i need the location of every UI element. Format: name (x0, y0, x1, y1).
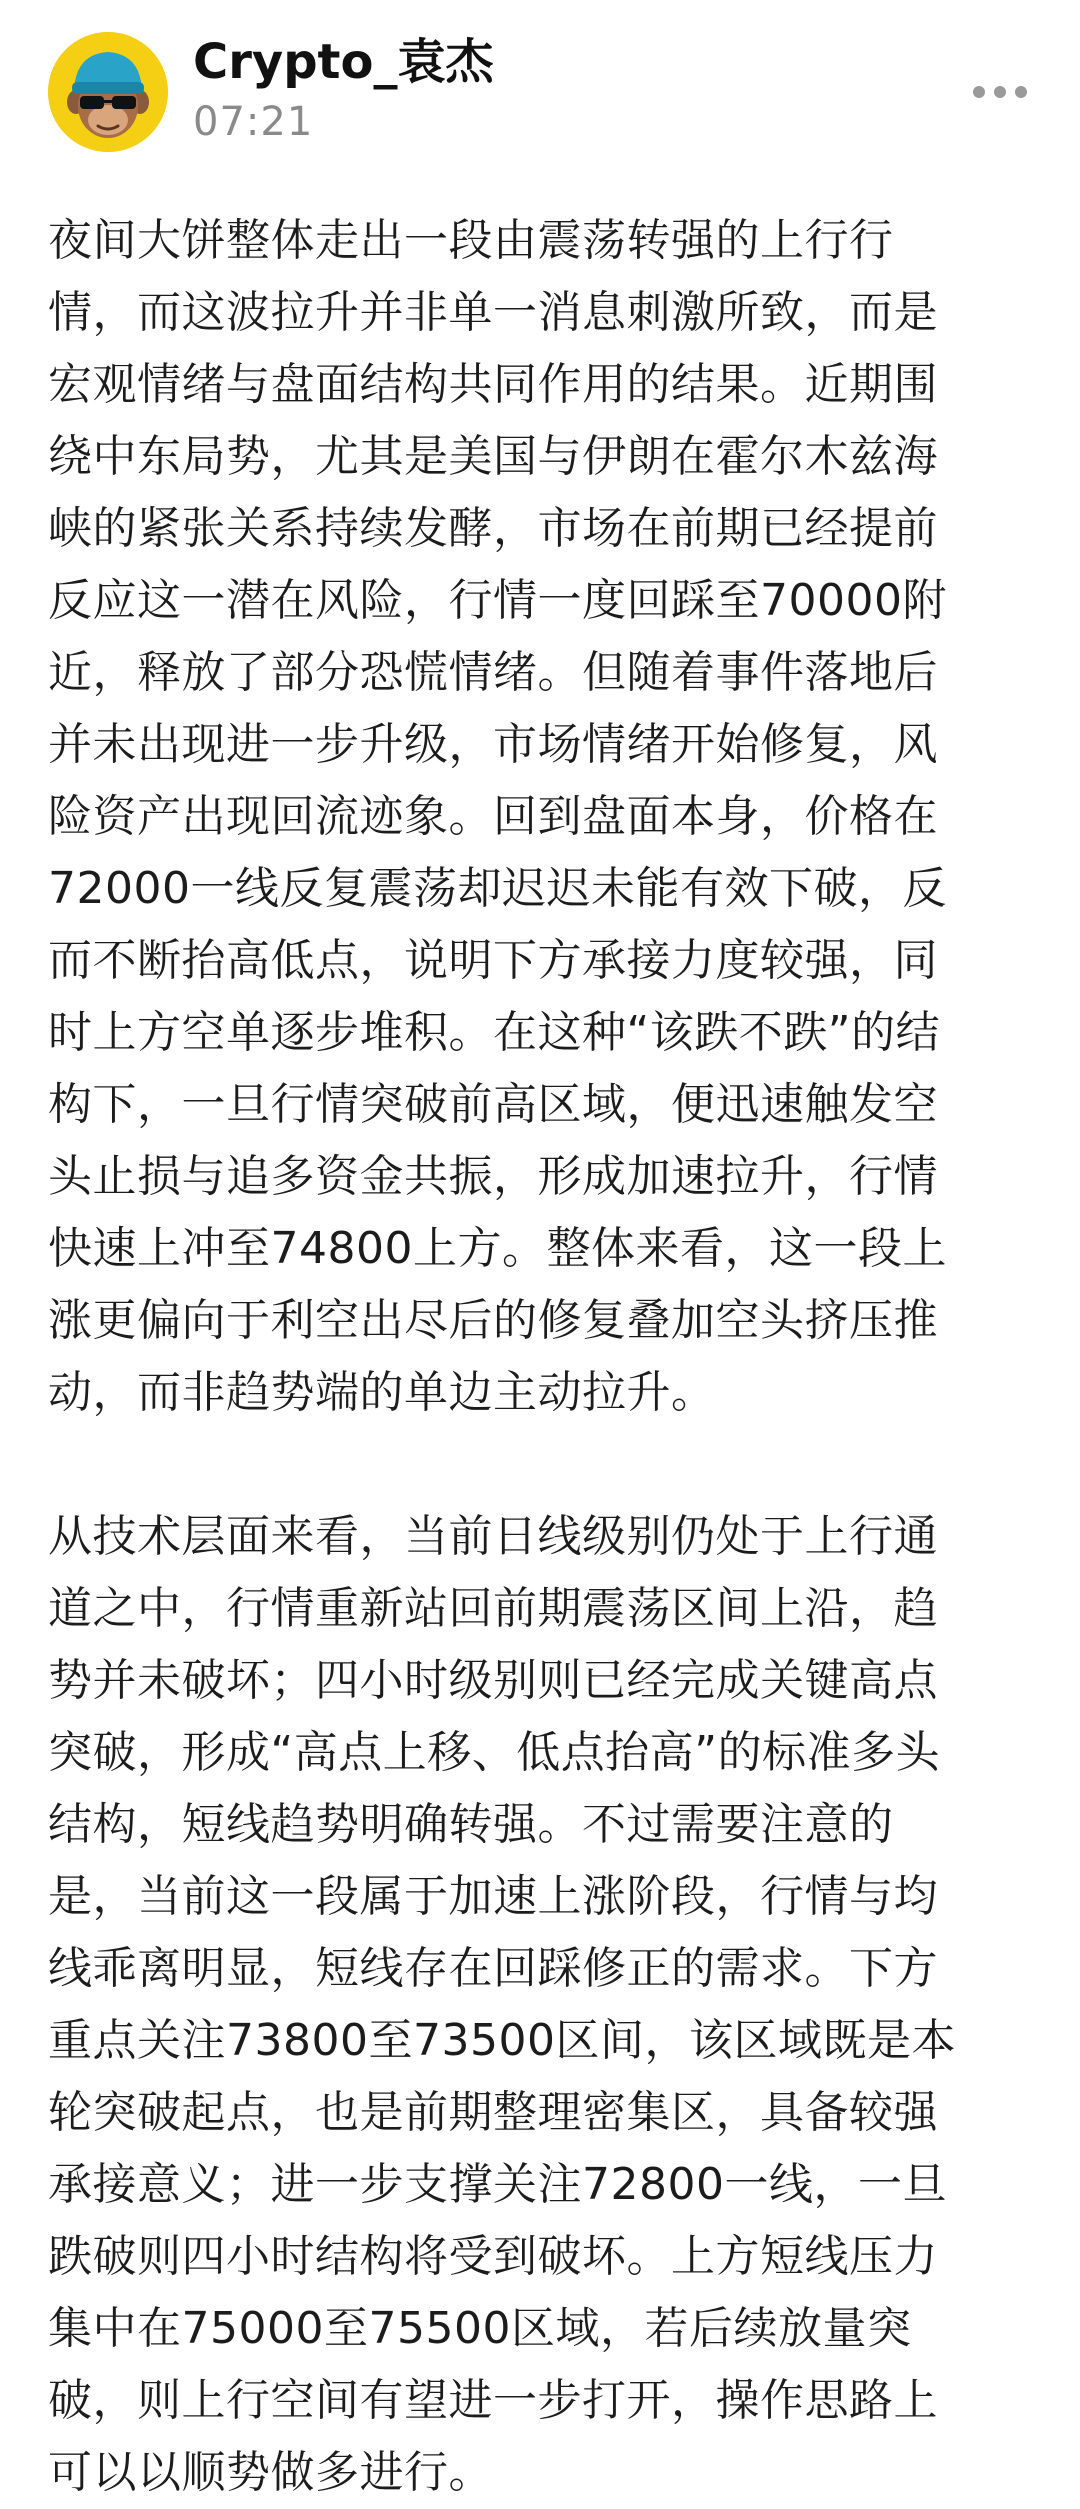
paragraph-2 (48, 1501, 1008, 2509)
dot (1015, 86, 1027, 98)
text-line: 线乖离明显，短线存在回踩修正的需求。下方 (48, 1943, 938, 1994)
text-line: 突破，形成“高点上移、低点抬高”的标准多头 (48, 1727, 941, 1778)
text-line: 近，释放了部分恐慌情绪。但随着事件落地后 (48, 647, 938, 698)
text-line: 重点关注73800至73500区间，该区域既是本 (48, 2015, 956, 2066)
dot (994, 86, 1006, 98)
text-line: 轮突破起点，也是前期整理密集区，具备较强 (48, 2087, 938, 2138)
text-line: 承接意义；进一步支撑关注72800一线，一旦 (48, 2159, 947, 2210)
text-line: 时上方空单逐步堆积。在这种“该跌不跌”的结 (48, 1007, 941, 1058)
cartoon-character-avatar-icon (48, 32, 168, 152)
text-line: 情，而这波拉升并非单一消息刺激所致，而是 (48, 287, 938, 338)
text-line: 可以以顺势做多进行。 (48, 2447, 493, 2498)
text-line: 险资产出现回流迹象。回到盘面本身，价格在 (48, 791, 938, 842)
paragraph-1 (48, 205, 1008, 1429)
text-line: 宏观情绪与盘面结构共同作用的结果。近期围 (48, 359, 938, 410)
text-line: 集中在75000至75500区域，若后续放量突 (48, 2303, 912, 2354)
text-line: 是，当前这一段属于加速上涨阶段，行情与均 (48, 1871, 938, 1922)
text-line: 72000一线反复震荡却迟迟未能有效下破，反 (48, 863, 947, 914)
text-line: 绕中东局势，尤其是美国与伊朗在霍尔木兹海 (48, 431, 938, 482)
post-header (0, 0, 1080, 180)
text-line: 并未出现进一步升级，市场情绪开始修复，风 (48, 719, 938, 770)
text-line: 结构，短线趋势明确转强。不过需要注意的 (48, 1799, 894, 1850)
text-line: 道之中，行情重新站回前期震荡区间上沿，趋 (48, 1583, 938, 1634)
text-line: 夜间大饼整体走出一段由震荡转强的上行行 (48, 215, 894, 266)
text-line: 而不断抬高低点，说明下方承接力度较强，同 (48, 935, 938, 986)
more-dots-icon[interactable] (970, 72, 1030, 112)
author-avatar[interactable] (48, 32, 168, 152)
text-line: 跌破则四小时结构将受到破坏。上方短线压力 (48, 2231, 938, 2282)
post-content (48, 205, 1008, 2509)
text-line: 峡的紧张关系持续发酵，市场在前期已经提前 (48, 503, 938, 554)
paragraph-spacer (48, 1429, 1008, 1501)
text-line: 构下，一旦行情突破前高区域，便迅速触发空 (48, 1079, 938, 1130)
text-line: 头止损与追多资金共振，形成加速拉升，行情 (48, 1151, 938, 1202)
text-line: 涨更偏向于利空出尽后的修复叠加空头挤压推 (48, 1295, 938, 1346)
text-line: 破，则上行空间有望进一步打开，操作思路上 (48, 2375, 938, 2426)
post-timestamp: 07:21 (193, 99, 314, 145)
author-name[interactable]: Crypto_袁杰 (193, 34, 494, 90)
text-line: 反应这一潜在风险，行情一度回踩至70000附 (48, 575, 947, 626)
text-line: 动，而非趋势端的单边主动拉升。 (48, 1367, 716, 1418)
text-line: 快速上冲至74800上方。整体来看，这一段上 (48, 1223, 947, 1274)
text-line: 势并未破坏；四小时级别则已经完成关键高点 (48, 1655, 938, 1706)
dot (973, 86, 985, 98)
text-line: 从技术层面来看，当前日线级别仍处于上行通 (48, 1511, 938, 1562)
